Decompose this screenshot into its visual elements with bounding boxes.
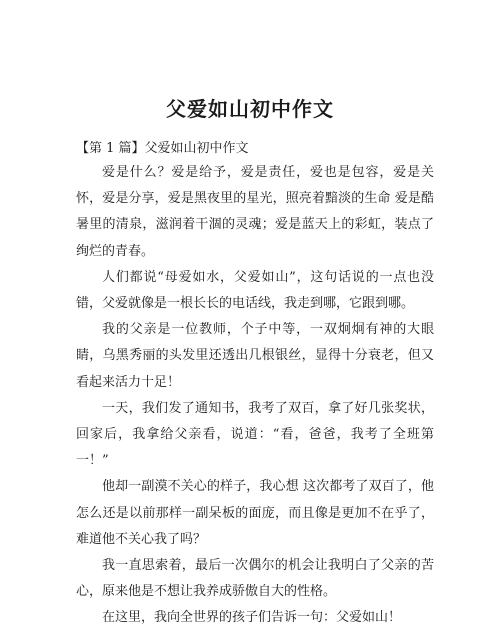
paragraph: 爱是什么？爱是给予，爱是责任，爱也是包容，爱是关怀，爱是分享，爱是黑夜里的星光，照亮着黯淡的生命 爱是酷暑里的清泉，滋润着干涸的灵魂；爱是蓝天上的彩虹，装点了绚烂的青春。 <box>76 165 434 259</box>
paragraph: 他却一副漠不关心的样子，我心想 这次都考了双百了，他怎么还是以前那样一副呆板的面庞，而且像是更加不在乎了，难道他不关心我了吗？ <box>76 479 434 547</box>
paragraph: 我的父亲是一位教师，个子中等，一双炯炯有神的大眼睛，乌黑秀丽的头发里还透出几根银丝，显得十分衰老，但又看起来活力十足！ <box>76 322 434 390</box>
document-title: 父爱如山初中作文 <box>166 97 334 121</box>
paragraph: 我一直思索着，最后一次偶尔的机会让我明白了父亲的苦心，原来他是不想让我养成骄傲自大的性格。 <box>76 558 434 600</box>
document-body <box>76 160 434 632</box>
paragraph: 在这里，我向全世界的孩子们告诉一句：父爱如山！ <box>102 610 402 626</box>
section-heading: 【第 1 篇】父爱如山初中作文 <box>76 141 249 156</box>
paragraph: 人们都说“母爱如水，父爱如山”，这句话说的一点也没错，父爱就像是一根长长的电话线，我走到哪，它跟到哪。 <box>76 269 434 312</box>
paragraph: 一天，我们发了通知书，我考了双百，拿了好几张奖状，回家后，我拿给父亲看，说道：“看，爸爸，我考了全班第一！” <box>76 400 434 469</box>
